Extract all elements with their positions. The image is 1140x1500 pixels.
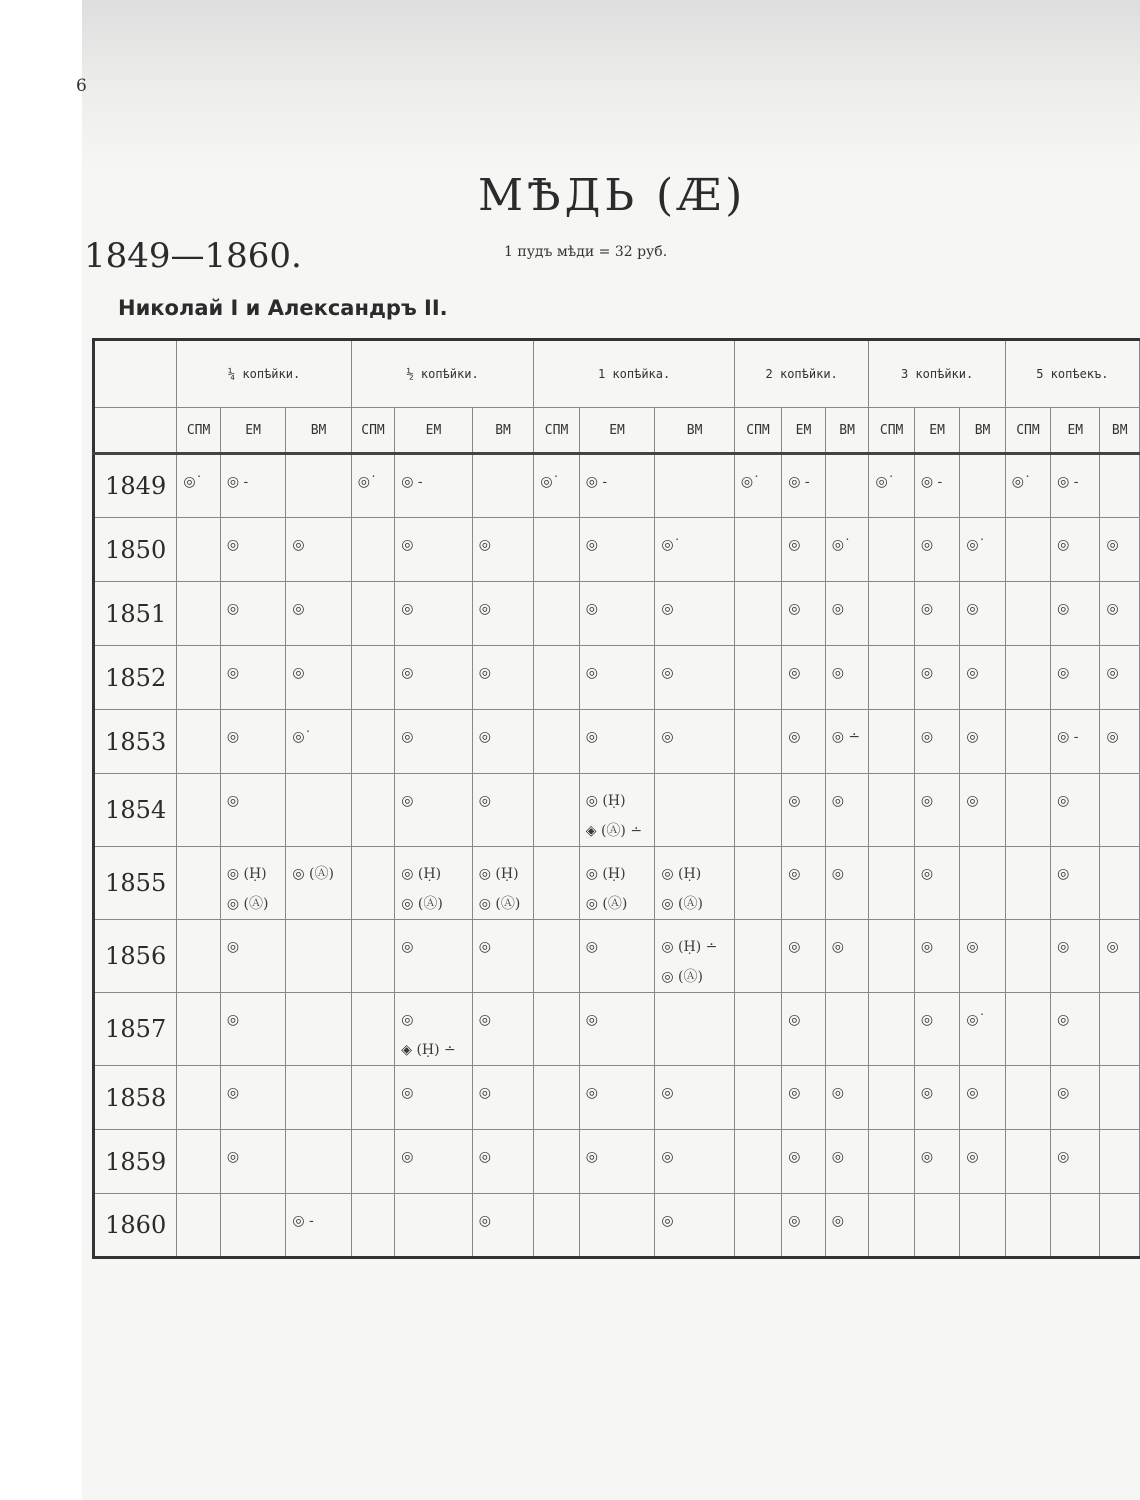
mint-mark-cell: ◎ -: [220, 454, 285, 518]
mint-header: СПМ: [534, 408, 579, 454]
scan-shadow: [82, 0, 1140, 170]
mint-mark-cell: ◎: [472, 582, 534, 646]
mint-header: ЕМ: [782, 408, 826, 454]
mint-mark-cell: [960, 454, 1005, 518]
year-cell: 1856: [94, 920, 177, 993]
mint-mark-cell: ◎: [472, 518, 534, 582]
mint-mark-cell: ◎: [1051, 1130, 1100, 1194]
mint-mark-cell: ◎: [1051, 1066, 1100, 1130]
mint-header: ВМ: [960, 408, 1005, 454]
mint-mark-cell: ◎ ◈ (Ḥ) ∸: [395, 993, 473, 1066]
mint-mark-cell: [220, 1194, 285, 1258]
mint-mark-cell: ◎: [472, 993, 534, 1066]
mint-mark-cell: ◎: [472, 920, 534, 993]
mint-mark-cell: ◎: [220, 518, 285, 582]
table-row: [94, 920, 1140, 993]
mint-mark-cell: [1100, 774, 1140, 847]
mint-mark-cell: ◎: [472, 646, 534, 710]
mint-mark-cell: ◎: [782, 1066, 826, 1130]
mint-mark-cell: [177, 1130, 220, 1194]
mint-mark-cell: [1005, 518, 1050, 582]
mint-mark-cell: [734, 993, 781, 1066]
mint-mark-cell: ◎: [825, 1066, 869, 1130]
mint-mark-cell: ◎˙: [734, 454, 781, 518]
mint-mark-cell: ◎ (Ḥ) ◎ (Ⓐ): [472, 847, 534, 920]
mint-mark-cell: [1005, 920, 1050, 993]
year-cell: 1853: [94, 710, 177, 774]
mint-mark-cell: ◎: [655, 646, 734, 710]
mint-mark-cell: ◎ -: [914, 454, 959, 518]
mint-mark-cell: ◎ (Ḥ) ∸ ◎ (Ⓐ): [655, 920, 734, 993]
mint-mark-cell: [177, 1066, 220, 1130]
mint-header: ВМ: [472, 408, 534, 454]
mint-mark-cell: ◎: [220, 646, 285, 710]
mint-header: ЕМ: [579, 408, 655, 454]
mint-header: СПМ: [734, 408, 781, 454]
mint-mark-cell: [534, 582, 579, 646]
mint-mark-cell: [351, 646, 394, 710]
mint-header: СПМ: [1005, 408, 1050, 454]
mint-header: ЕМ: [220, 408, 285, 454]
mint-mark-cell: [1100, 1066, 1140, 1130]
mint-mark-cell: ◎˙: [960, 518, 1005, 582]
mint-mark-cell: [734, 1066, 781, 1130]
mint-mark-cell: [177, 774, 220, 847]
mint-header: СПМ: [177, 408, 220, 454]
mint-mark-cell: ◎: [782, 710, 826, 774]
mint-mark-cell: ◎˙: [1005, 454, 1050, 518]
mint-mark-cell: [534, 518, 579, 582]
table-row: [94, 710, 1140, 774]
mint-mark-cell: ◎: [1100, 710, 1140, 774]
mint-mark-cell: [869, 646, 914, 710]
mint-mark-cell: [534, 920, 579, 993]
mint-mark-cell: ◎: [960, 1130, 1005, 1194]
year-range: 1849—1860.: [84, 236, 302, 276]
scanned-page: [76, 0, 1140, 1500]
year-cell: 1860: [94, 1194, 177, 1258]
mint-mark-cell: ◎: [220, 920, 285, 993]
mint-mark-cell: ◎ -: [1051, 710, 1100, 774]
table-row: [94, 518, 1140, 582]
mint-mark-cell: [1100, 847, 1140, 920]
mint-mark-cell: [1005, 1194, 1050, 1258]
denomination-header: 3 копѣйки.: [869, 340, 1005, 408]
mint-mark-cell: ◎: [220, 1066, 285, 1130]
mint-mark-cell: [286, 1066, 351, 1130]
mint-mark-cell: [734, 582, 781, 646]
year-cell: 1855: [94, 847, 177, 920]
table-row: [94, 1194, 1140, 1258]
mint-mark-cell: [177, 518, 220, 582]
mint-mark-cell: [351, 920, 394, 993]
mint-mark-cell: ◎: [914, 1130, 959, 1194]
mint-mark-cell: ◎ -: [1051, 454, 1100, 518]
mint-mark-cell: ◎: [1051, 847, 1100, 920]
mint-mark-cell: ◎: [1051, 920, 1100, 993]
table-row: [94, 774, 1140, 847]
mint-mark-cell: [534, 1194, 579, 1258]
mint-mark-cell: ◎: [1100, 582, 1140, 646]
mint-mark-cell: [655, 774, 734, 847]
mint-mark-cell: ◎: [914, 582, 959, 646]
mint-mark-cell: ◎: [960, 1066, 1005, 1130]
mint-mark-cell: [1005, 646, 1050, 710]
mint-header: СПМ: [869, 408, 914, 454]
mint-mark-cell: ◎: [395, 1066, 473, 1130]
mint-mark-cell: ◎: [960, 582, 1005, 646]
mint-mark-cell: [286, 993, 351, 1066]
mint-mark-cell: ◎: [782, 1130, 826, 1194]
mint-mark-cell: ◎: [579, 920, 655, 993]
mint-mark-cell: [1005, 1066, 1050, 1130]
mint-header: ЕМ: [914, 408, 959, 454]
mint-mark-cell: [869, 582, 914, 646]
mint-mark-cell: [534, 1066, 579, 1130]
table-row: [94, 646, 1140, 710]
mint-mark-cell: ◎: [1051, 774, 1100, 847]
mint-mark-cell: [734, 646, 781, 710]
table-row: [94, 847, 1140, 920]
mint-mark-cell: ◎: [960, 920, 1005, 993]
year-cell: 1858: [94, 1066, 177, 1130]
table-row: [94, 454, 1140, 518]
mint-mark-cell: ◎: [286, 582, 351, 646]
mint-mark-cell: [534, 646, 579, 710]
mint-mark-cell: [351, 1130, 394, 1194]
year-cell: 1849: [94, 454, 177, 518]
mint-mark-cell: [351, 518, 394, 582]
mint-mark-cell: [534, 847, 579, 920]
mint-header: ЕМ: [1051, 408, 1100, 454]
mint-mark-cell: [351, 710, 394, 774]
mint-mark-cell: ◎: [220, 710, 285, 774]
mint-mark-cell: ◎ (Ḥ) ◎ (Ⓐ): [220, 847, 285, 920]
mint-mark-cell: ◎: [914, 710, 959, 774]
mint-mark-cell: ◎: [286, 518, 351, 582]
mint-mark-cell: ◎: [395, 920, 473, 993]
year-cell: 1852: [94, 646, 177, 710]
mint-mark-cell: [1100, 1194, 1140, 1258]
mint-mark-cell: [1100, 993, 1140, 1066]
mint-mark-cell: ◎: [220, 993, 285, 1066]
mint-mark-cell: ◎ (Ḥ) ◈ (Ⓐ) ∸: [579, 774, 655, 847]
mint-mark-cell: ◎˙: [869, 454, 914, 518]
page-title: МѢДЬ (Æ): [478, 170, 747, 221]
mint-header: ВМ: [825, 408, 869, 454]
mint-mark-cell: ◎ -: [782, 454, 826, 518]
mint-mark-cell: [177, 646, 220, 710]
mint-mark-cell: [1100, 454, 1140, 518]
mint-mark-cell: ◎: [782, 518, 826, 582]
mint-mark-cell: ◎ (Ⓐ): [286, 847, 351, 920]
mint-mark-cell: [734, 847, 781, 920]
mint-mark-cell: [869, 1130, 914, 1194]
mint-mark-cell: ◎: [472, 1066, 534, 1130]
mint-mark-cell: [286, 920, 351, 993]
mint-mark-cell: [1005, 774, 1050, 847]
mint-mark-cell: [869, 1066, 914, 1130]
page-number: 6: [76, 76, 87, 96]
year-cell: 1850: [94, 518, 177, 582]
mint-mark-cell: ◎: [579, 582, 655, 646]
mint-mark-cell: [351, 774, 394, 847]
table-row: [94, 1066, 1140, 1130]
mint-mark-cell: [286, 774, 351, 847]
mint-mark-cell: ◎: [825, 582, 869, 646]
mint-mark-cell: ◎: [1051, 646, 1100, 710]
mint-mark-cell: [869, 518, 914, 582]
mint-mark-cell: [1005, 710, 1050, 774]
mint-mark-cell: ◎˙: [177, 454, 220, 518]
mint-mark-cell: ◎: [782, 646, 826, 710]
mint-mark-cell: ◎: [914, 1066, 959, 1130]
mint-mark-cell: ◎˙: [286, 710, 351, 774]
mint-mark-cell: [734, 518, 781, 582]
mint-mark-cell: ◎: [579, 646, 655, 710]
denomination-header: 5 копѣекъ.: [1005, 340, 1139, 408]
mint-mark-cell: ◎: [655, 1130, 734, 1194]
denomination-header: ¼ копѣйки.: [177, 340, 351, 408]
mint-mark-cell: ◎: [1051, 993, 1100, 1066]
mint-mark-cell: [472, 454, 534, 518]
mint-mark-cell: [534, 774, 579, 847]
mint-mark-cell: ◎: [914, 646, 959, 710]
mint-mark-cell: ◎: [914, 993, 959, 1066]
mint-mark-cell: ◎: [960, 710, 1005, 774]
mint-mark-cell: [1005, 993, 1050, 1066]
mint-mark-cell: [825, 454, 869, 518]
mint-mark-cell: [914, 1194, 959, 1258]
mint-mark-cell: ◎: [914, 774, 959, 847]
mint-mark-cell: ◎ (Ḥ) ◎ (Ⓐ): [395, 847, 473, 920]
mint-mark-cell: ◎: [472, 1194, 534, 1258]
mint-mark-cell: [177, 710, 220, 774]
mint-mark-cell: ◎: [655, 710, 734, 774]
mint-mark-cell: ◎: [825, 1194, 869, 1258]
mint-mark-cell: ◎˙: [351, 454, 394, 518]
mint-mark-cell: [1051, 1194, 1100, 1258]
mint-mark-cell: ◎: [914, 847, 959, 920]
mint-mark-cell: [177, 847, 220, 920]
mint-mark-cell: ◎: [960, 646, 1005, 710]
mint-mark-cell: ◎: [655, 1194, 734, 1258]
mint-mark-cell: ◎: [1100, 920, 1140, 993]
mint-mark-cell: ◎: [782, 993, 826, 1066]
mint-mark-cell: ◎: [579, 1130, 655, 1194]
mint-mark-cell: ◎ (Ḥ) ◎ (Ⓐ): [579, 847, 655, 920]
mint-mark-cell: ◎: [825, 646, 869, 710]
denomination-header: ½ копѣйки.: [351, 340, 534, 408]
mint-mark-cell: ◎: [1051, 518, 1100, 582]
mint-mark-cell: [351, 1194, 394, 1258]
mintage-table: [92, 338, 1140, 1259]
mint-mark-cell: ◎: [286, 646, 351, 710]
mint-mark-cell: ◎: [395, 1130, 473, 1194]
mint-mark-cell: ◎: [395, 646, 473, 710]
mint-mark-cell: [1005, 847, 1050, 920]
mint-mark-cell: ◎: [782, 774, 826, 847]
mint-mark-cell: ◎ ∸: [825, 710, 869, 774]
mint-mark-cell: [177, 582, 220, 646]
mint-mark-cell: [351, 582, 394, 646]
mint-mark-cell: ◎: [579, 710, 655, 774]
mint-mark-cell: ◎ -: [286, 1194, 351, 1258]
mint-mark-cell: [177, 920, 220, 993]
mint-mark-cell: ◎: [655, 582, 734, 646]
mint-mark-cell: [177, 993, 220, 1066]
mint-mark-cell: [1005, 1130, 1050, 1194]
mint-mark-cell: [825, 993, 869, 1066]
mint-mark-cell: ◎: [782, 920, 826, 993]
mint-mark-cell: [1005, 582, 1050, 646]
mint-mark-cell: ◎: [914, 518, 959, 582]
corner-cell: [94, 408, 177, 454]
mint-header: ВМ: [286, 408, 351, 454]
year-cell: 1851: [94, 582, 177, 646]
mint-mark-cell: ◎: [472, 774, 534, 847]
year-cell: 1854: [94, 774, 177, 847]
mint-mark-cell: ◎: [220, 774, 285, 847]
mint-mark-cell: ◎: [395, 710, 473, 774]
table-row: [94, 582, 1140, 646]
mint-mark-cell: [869, 847, 914, 920]
denomination-header: 2 копѣйки.: [734, 340, 869, 408]
mint-mark-cell: ◎˙: [655, 518, 734, 582]
year-cell: 1857: [94, 993, 177, 1066]
rulers-heading: Николай I и Александръ II.: [118, 296, 448, 320]
mint-mark-cell: [351, 1066, 394, 1130]
mint-mark-cell: ◎: [1100, 646, 1140, 710]
mint-mark-cell: ◎: [220, 1130, 285, 1194]
mint-mark-cell: [286, 454, 351, 518]
mint-mark-cell: [869, 774, 914, 847]
mint-mark-cell: ◎: [825, 920, 869, 993]
mint-mark-cell: [286, 1130, 351, 1194]
mint-mark-cell: [579, 1194, 655, 1258]
mint-mark-cell: [869, 920, 914, 993]
mint-mark-cell: ◎ -: [395, 454, 473, 518]
mint-mark-cell: [1100, 1130, 1140, 1194]
mint-mark-cell: ◎: [1051, 582, 1100, 646]
mint-mark-cell: ◎: [825, 847, 869, 920]
mint-mark-cell: [177, 1194, 220, 1258]
mint-mark-cell: ◎˙: [825, 518, 869, 582]
mint-mark-cell: ◎: [782, 582, 826, 646]
mint-mark-cell: [351, 847, 394, 920]
year-cell: 1859: [94, 1130, 177, 1194]
mint-mark-cell: [734, 774, 781, 847]
copper-rate: 1 пудъ мѣди = 32 руб.: [504, 244, 668, 260]
mint-mark-cell: [734, 1130, 781, 1194]
mint-mark-cell: [655, 993, 734, 1066]
table-row: [94, 1130, 1140, 1194]
mint-mark-cell: ◎: [1100, 518, 1140, 582]
mint-mark-cell: ◎: [220, 582, 285, 646]
mint-mark-cell: [734, 710, 781, 774]
mint-mark-cell: [869, 993, 914, 1066]
mint-header: СПМ: [351, 408, 394, 454]
mint-mark-cell: ◎: [782, 1194, 826, 1258]
mint-mark-cell: [534, 710, 579, 774]
mint-mark-cell: ◎: [395, 774, 473, 847]
mint-mark-cell: ◎: [655, 1066, 734, 1130]
mint-mark-cell: [734, 1194, 781, 1258]
mint-mark-cell: ◎ (Ḥ) ◎ (Ⓐ): [655, 847, 734, 920]
mint-mark-cell: ◎: [579, 1066, 655, 1130]
mint-mark-cell: ◎: [782, 847, 826, 920]
table-row: [94, 993, 1140, 1066]
mint-mark-cell: ◎˙: [960, 993, 1005, 1066]
mint-mark-cell: ◎: [579, 518, 655, 582]
mint-mark-cell: ◎: [472, 1130, 534, 1194]
mint-mark-cell: [351, 993, 394, 1066]
mint-header: ЕМ: [395, 408, 473, 454]
mint-mark-cell: [869, 1194, 914, 1258]
mint-mark-cell: ◎˙: [534, 454, 579, 518]
mint-mark-cell: ◎ -: [579, 454, 655, 518]
mint-mark-cell: [734, 920, 781, 993]
mint-mark-cell: ◎: [825, 774, 869, 847]
corner-cell: [94, 340, 177, 408]
mint-mark-cell: ◎: [395, 518, 473, 582]
mint-mark-cell: [534, 993, 579, 1066]
mint-mark-cell: [534, 1130, 579, 1194]
mint-mark-cell: ◎: [914, 920, 959, 993]
mint-header: ВМ: [1100, 408, 1140, 454]
mint-mark-cell: ◎: [960, 774, 1005, 847]
mint-mark-cell: [869, 710, 914, 774]
denomination-header: 1 копѣйка.: [534, 340, 735, 408]
mint-mark-cell: [395, 1194, 473, 1258]
mint-mark-cell: [960, 847, 1005, 920]
mint-mark-cell: ◎: [472, 710, 534, 774]
mint-mark-cell: ◎: [579, 993, 655, 1066]
mint-mark-cell: ◎: [395, 582, 473, 646]
mint-header: ВМ: [655, 408, 734, 454]
mint-mark-cell: [655, 454, 734, 518]
mint-mark-cell: [960, 1194, 1005, 1258]
mint-mark-cell: ◎: [825, 1130, 869, 1194]
